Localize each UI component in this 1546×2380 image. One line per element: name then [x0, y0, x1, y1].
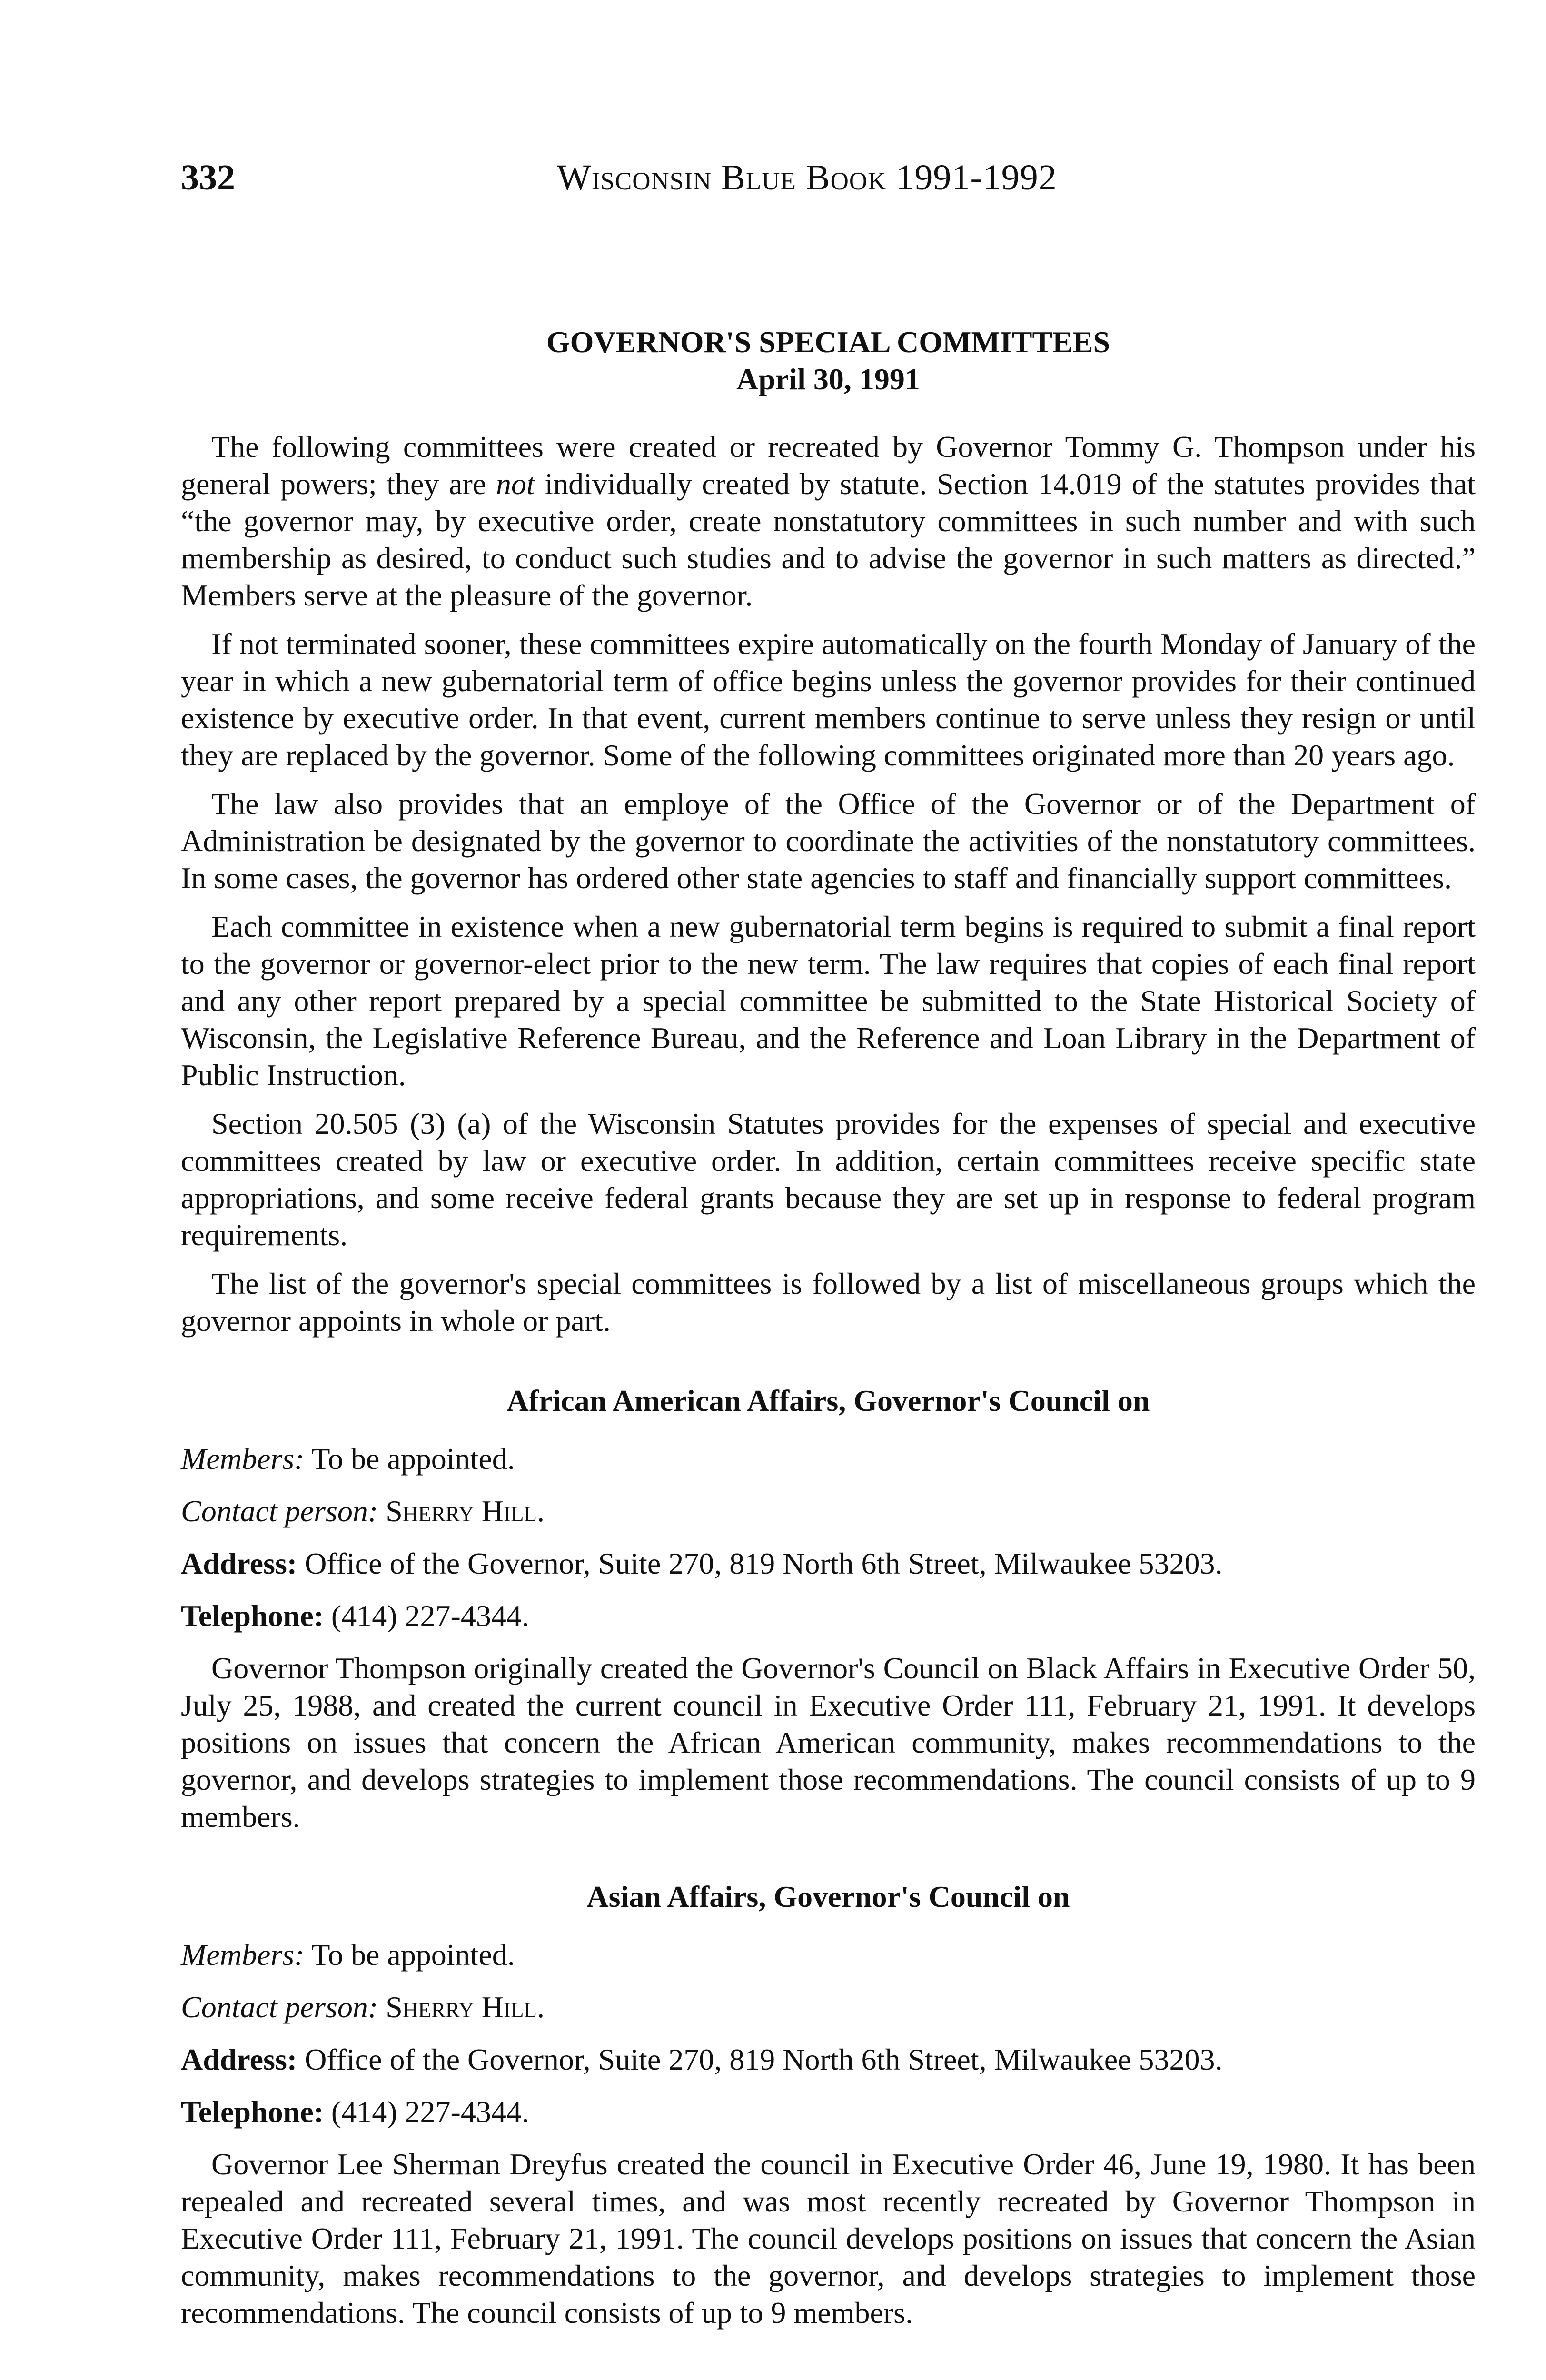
address-label: Address:: [181, 2043, 297, 2076]
intro-paragraph-3: The law also provides that an employe of the Office of the Governor or of the Department of Administration be designated by the governor to coordinate the activities of the nonstatutory committees. In some cases, the governor has ordered other state agencies to staff and financially support committees.: [181, 787, 1476, 895]
address-label: Address:: [181, 1547, 297, 1580]
committee-description: Governor Lee Sherman Dreyfus created the council in Executive Order 46, June 19, 1980. It has been repealed and recreated several times, and was most recently recreated by Governor Thompson in Executive Order 111, February 21, 1991. The council develops positions on issues that concern the Asian community, makes recommendations to the governor, and develops strategies to implement those recommendations. The council consists of up to 9 members.: [181, 2147, 1476, 2330]
committee-members: [181, 1440, 1476, 1478]
committee-description: Governor Thompson originally created the Governor's Council on Black Affairs in Executive Order 50, July 25, 1988, and created the current council in Executive Order 111, February 21, 1991. It develops positions on issues that concern the African American community, makes recommendations to the governor, and develops strategies to implement those recommendations. The council consists of up to 9 members.: [181, 1651, 1476, 1834]
intro-paragraph-1: [181, 428, 1476, 614]
committee-entry-asian: [181, 1878, 1476, 2331]
contact-value: Sherry Hill.: [386, 1494, 545, 1528]
committee-address: [181, 1545, 1476, 1582]
members-value: To be appointed.: [311, 1442, 515, 1476]
committee-telephone: [181, 1597, 1476, 1635]
intro-paragraph-6: The list of the governor's special committees is followed by a list of miscellaneous groups which the governor appoints in whole or part.: [181, 1267, 1476, 1338]
address-value: Office of the Governor, Suite 270, 819 North 6th Street, Milwaukee 53203.: [305, 2043, 1223, 2076]
section-date: April 30, 1991: [736, 362, 920, 396]
document-page: [181, 157, 1476, 2343]
committee-telephone: [181, 2093, 1476, 2131]
page-number: 332: [181, 158, 235, 198]
members-label: Members:: [181, 1938, 305, 1972]
committee-title: Asian Affairs, Governor's Council on: [586, 1880, 1070, 1914]
committee-address: [181, 2041, 1476, 2078]
committee-entry-african-american: [181, 1382, 1476, 1835]
intro-paragraph-5: Section 20.505 (3) (a) of the Wisconsin Statutes provides for the expenses of special and executive committees created by law or executive order. In addition, certain committees receive specific state appropriations, and some receive federal grants because they are set up in response to federal program requirements.: [181, 1107, 1476, 1252]
intro-p1-end: individually created by statute. Section 14.019 of the statutes provides that “the governor may, by executive order, create nonstatutory committees in such number and with such membership as desired, to conduct such studies and to advise the governor in such matters as directed.” Members serve at the pleasure of the governor.: [181, 467, 1476, 612]
contact-label: Contact person:: [181, 1990, 378, 2024]
intro-paragraph-4: Each committee in existence when a new gubernatorial term begins is required to submit a final report to the governor or governor-elect prior to the new term. The law requires that copies of each final report and any other report prepared by a special committee be submitted to the State Historical Society of Wisconsin, the Legislative Reference Bureau, and the Reference and Loan Library in the Department of Public Instruction.: [181, 910, 1476, 1092]
section-title: GOVERNOR'S SPECIAL COMMITTEES: [546, 325, 1110, 359]
intro-paragraph-2: If not terminated sooner, these committees expire automatically on the fourth Monday of January of the year in which a new gubernatorial term of office begins unless the governor provides for their continued existence by executive order. In that event, current members continue to serve unless they resign or until they are replaced by the governor. Some of the following committees originated more than 20 years ago.: [181, 627, 1476, 772]
contact-value: Sherry Hill.: [386, 1990, 545, 2024]
section-heading: [181, 324, 1476, 398]
intro-p1-emphasis: not: [496, 467, 535, 501]
committee-contact: [181, 1493, 1476, 1530]
telephone-value: (414) 227-4344.: [331, 2095, 529, 2129]
committee-contact: [181, 1989, 1476, 2026]
members-value: To be appointed.: [311, 1938, 515, 1972]
address-value: Office of the Governor, Suite 270, 819 North 6th Street, Milwaukee 53203.: [305, 1547, 1223, 1580]
committee-title: African American Affairs, Governor's Council on: [506, 1384, 1150, 1418]
contact-label: Contact person:: [181, 1494, 378, 1528]
telephone-label: Telephone:: [181, 2095, 324, 2129]
telephone-value: (414) 227-4344.: [331, 1599, 529, 1633]
members-label: Members:: [181, 1442, 305, 1476]
telephone-label: Telephone:: [181, 1599, 324, 1633]
running-title: Wisconsin Blue Book 1991-1992: [557, 158, 1057, 198]
committee-members: [181, 1936, 1476, 1973]
intro-p1-start: The following committees were created or recreated by Governor Tommy G. Thompson under his general powers; they are: [181, 430, 1476, 501]
running-head: [181, 157, 1476, 219]
